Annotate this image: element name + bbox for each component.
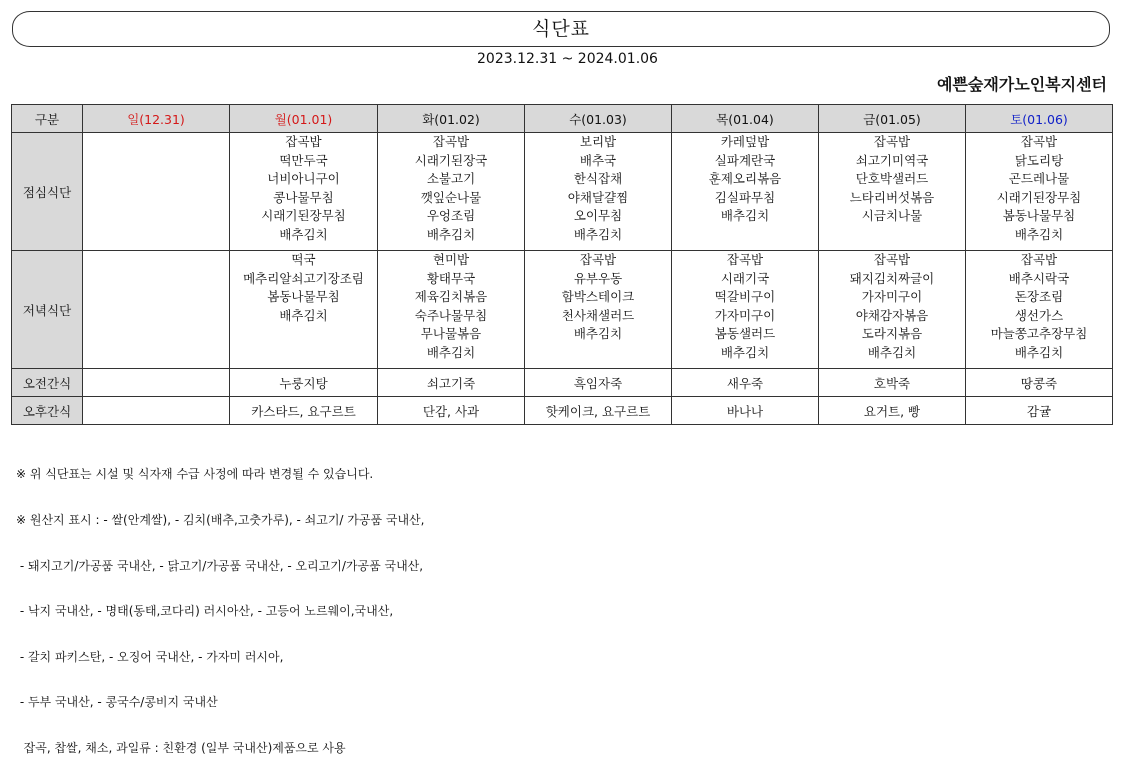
meal-item: 배추김치 <box>279 226 328 242</box>
header-day-thu: 목(01.04) <box>672 105 819 133</box>
meal-item: 훈제오리볶음 <box>708 171 782 186</box>
meal-item: 시래기된장무침 <box>261 208 346 223</box>
meal-item: 떡국 <box>291 252 316 267</box>
meal-item: 쇠고기미역국 <box>855 152 929 168</box>
dinner-cell <box>672 251 819 369</box>
title-box <box>12 11 1110 47</box>
meal-item: 잡곡밥 <box>285 134 322 149</box>
note-line: - 낙지 국내산, - 명태(동태,코다리) 러시아산, - 고등어 노르웨이,국내산, <box>16 604 394 619</box>
dinner-cell <box>525 251 672 369</box>
meal-item: 현미밥 <box>432 252 470 267</box>
meal-item: 봄동나물무침 <box>1002 208 1076 223</box>
meal-item: 우엉조림 <box>426 208 476 223</box>
meal-item: 배추김치 <box>279 307 328 323</box>
meal-item: 천사채샐러드 <box>561 307 635 323</box>
header-day-sat: 토(01.06) <box>966 105 1113 133</box>
meal-item: 황태무국 <box>426 270 476 286</box>
meal-item: 유부우동 <box>573 270 623 286</box>
lunch-cell <box>378 133 525 251</box>
lunch-label: 점심식단 <box>12 133 83 251</box>
lunch-cell <box>819 133 966 251</box>
meal-item: 배추김치 <box>1014 226 1064 242</box>
meal-item: 닭도리탕 <box>1014 152 1064 168</box>
lunch-cell <box>966 133 1113 251</box>
page-title: 식단표 <box>531 18 591 40</box>
lunch-cell <box>525 133 672 251</box>
morning-snack-cell: 누룽지탕 <box>230 369 378 397</box>
afternoon-snack-cell: 요거트, 빵 <box>819 397 966 425</box>
header-day-wed: 수(01.03) <box>525 105 672 133</box>
meal-item: 콩나물무침 <box>273 189 334 205</box>
dinner-cell <box>966 251 1113 369</box>
morning-snack-cell: 새우죽 <box>672 369 819 397</box>
meal-item: 봄동샐러드 <box>714 326 776 341</box>
meal-item: 오이무침 <box>573 208 623 223</box>
meal-item: 잡곡밥 <box>579 252 617 267</box>
morning-snack-cell: 호박죽 <box>819 369 966 397</box>
morning-snack-label: 오전간식 <box>12 369 83 397</box>
meal-item: 봄동나물무침 <box>267 289 340 304</box>
morning-snack-cell <box>83 369 230 397</box>
meal-item: 배추김치 <box>573 326 623 341</box>
meal-item: 잡곡밥 <box>1020 252 1058 267</box>
morning-snack-cell: 땅콩죽 <box>966 369 1113 397</box>
header-row <box>12 105 1113 133</box>
meal-item: 돼지김치짜글이 <box>849 270 935 286</box>
meal-item: 너비아니구이 <box>267 171 340 186</box>
meal-item: 배추국 <box>579 152 617 168</box>
center-name: 예쁜숲재가노인복지센터 <box>936 75 1107 94</box>
dinner-cell <box>378 251 525 369</box>
lunch-cell <box>672 133 819 251</box>
meal-item: 야채달걀찜 <box>567 189 629 205</box>
meal-item: 잡곡밥 <box>432 134 470 149</box>
header-day-fri: 금(01.05) <box>819 105 966 133</box>
meal-item: 잡곡밥 <box>873 252 911 267</box>
meal-item: 곤드레나물 <box>1008 171 1070 186</box>
meal-item: 떡갈비구이 <box>714 289 776 304</box>
meal-item: 배추김치 <box>720 208 770 223</box>
dinner-cell <box>83 251 230 369</box>
meal-item: 배추김치 <box>426 226 476 242</box>
dinner-cell <box>819 251 966 369</box>
note-line: - 두부 국내산, - 콩국수/콩비지 국내산 <box>16 695 218 710</box>
notes <box>16 437 424 771</box>
morning-snack-cell: 흑임자죽 <box>525 369 672 397</box>
meal-item: 보리밥 <box>579 134 617 149</box>
meal-item: 잡곡밥 <box>726 252 764 267</box>
dinner-row <box>12 251 1113 369</box>
afternoon-snack-label: 오후간식 <box>12 397 83 425</box>
meal-item: 시래기된장국 <box>414 152 488 168</box>
lunch-cell <box>230 133 378 251</box>
meal-item: 마늘쫑고추장무침 <box>990 326 1088 341</box>
meal-item: 느타리버섯볶음 <box>849 189 935 205</box>
meal-item: 배추김치 <box>573 226 623 242</box>
meal-item: 배추김치 <box>1014 344 1064 360</box>
afternoon-snack-cell <box>83 397 230 425</box>
meal-item: 함박스테이크 <box>561 289 635 304</box>
morning-snack-cell: 쇠고기죽 <box>378 369 525 397</box>
meal-item: 소불고기 <box>426 171 476 186</box>
meal-item: 시래기국 <box>720 270 770 286</box>
meal-item: 잡곡밥 <box>873 134 911 149</box>
meal-item: 무나물볶음 <box>420 326 482 341</box>
afternoon-snack-cell: 단감, 사과 <box>378 397 525 425</box>
meal-item: 도라지볶음 <box>861 326 923 341</box>
meal-item: 가자미구이 <box>714 307 776 323</box>
meal-item: 야채감자볶음 <box>855 307 929 323</box>
lunch-cell <box>83 133 230 251</box>
afternoon-snack-cell: 감귤 <box>966 397 1113 425</box>
note-line: 잡곡, 찹쌀, 채소, 과일류 : 친환경 (일부 국내산)제품으로 사용 <box>16 741 346 756</box>
meal-item: 단호박샐러드 <box>855 171 929 186</box>
note-line: ※ 원산지 표시 : - 쌀(안계쌀), - 김치(배추,고춧가루), - 쇠고기/ 가공품 국내산, <box>16 513 425 528</box>
afternoon-snack-row <box>12 397 1113 425</box>
meal-item: 배추김치 <box>720 344 770 360</box>
meal-item: 카레덮밥 <box>720 134 770 149</box>
meal-item: 김실파무침 <box>714 189 776 205</box>
morning-snack-row <box>12 369 1113 397</box>
meal-item: 떡만두국 <box>279 152 328 168</box>
header-day-mon: 월(01.01) <box>230 105 378 133</box>
meal-item: 배추김치 <box>867 344 917 360</box>
meal-item: 시래기된장무침 <box>996 189 1082 205</box>
meal-item: 돈장조림 <box>1014 289 1064 304</box>
meal-item: 한식잡채 <box>573 171 623 186</box>
afternoon-snack-cell: 카스타드, 요구르트 <box>230 397 378 425</box>
afternoon-snack-cell: 핫케이크, 요구르트 <box>525 397 672 425</box>
date-range: 2023.12.31 ~ 2024.01.06 <box>477 51 658 67</box>
note-line: - 갈치 파키스탄, - 오징어 국내산, - 가자미 러시아, <box>16 649 284 664</box>
meal-item: 깻잎순나물 <box>420 189 482 205</box>
header-label: 구분 <box>12 105 83 133</box>
meal-item: 배추김치 <box>426 344 476 360</box>
dinner-label: 저녁식단 <box>12 251 83 369</box>
meal-item: 생선가스 <box>1014 307 1064 323</box>
afternoon-snack-cell: 바나나 <box>672 397 819 425</box>
meal-item: 시금치나물 <box>861 208 923 223</box>
header-day-tue: 화(01.02) <box>378 105 525 133</box>
header-day-sun: 일(12.31) <box>83 105 230 133</box>
meal-item: 실파계란국 <box>714 152 776 168</box>
lunch-row <box>12 133 1113 251</box>
note-line: - 돼지고기/가공품 국내산, - 닭고기/가공품 국내산, - 오리고기/가공품 국내산, <box>16 558 424 573</box>
meal-item: 잡곡밥 <box>1020 134 1058 149</box>
meal-item: 숙주나물무침 <box>414 307 488 323</box>
meal-item: 제육김치볶음 <box>414 289 488 304</box>
menu-table <box>11 104 1113 425</box>
meal-item: 가자미구이 <box>861 289 923 304</box>
note-line: ※ 위 식단표는 시설 및 식자재 수급 사정에 따라 변경될 수 있습니다. <box>16 467 374 482</box>
dinner-cell <box>230 251 378 369</box>
meal-item: 메추리알쇠고기장조림 <box>243 270 364 286</box>
meal-item: 배추시락국 <box>1008 270 1070 286</box>
